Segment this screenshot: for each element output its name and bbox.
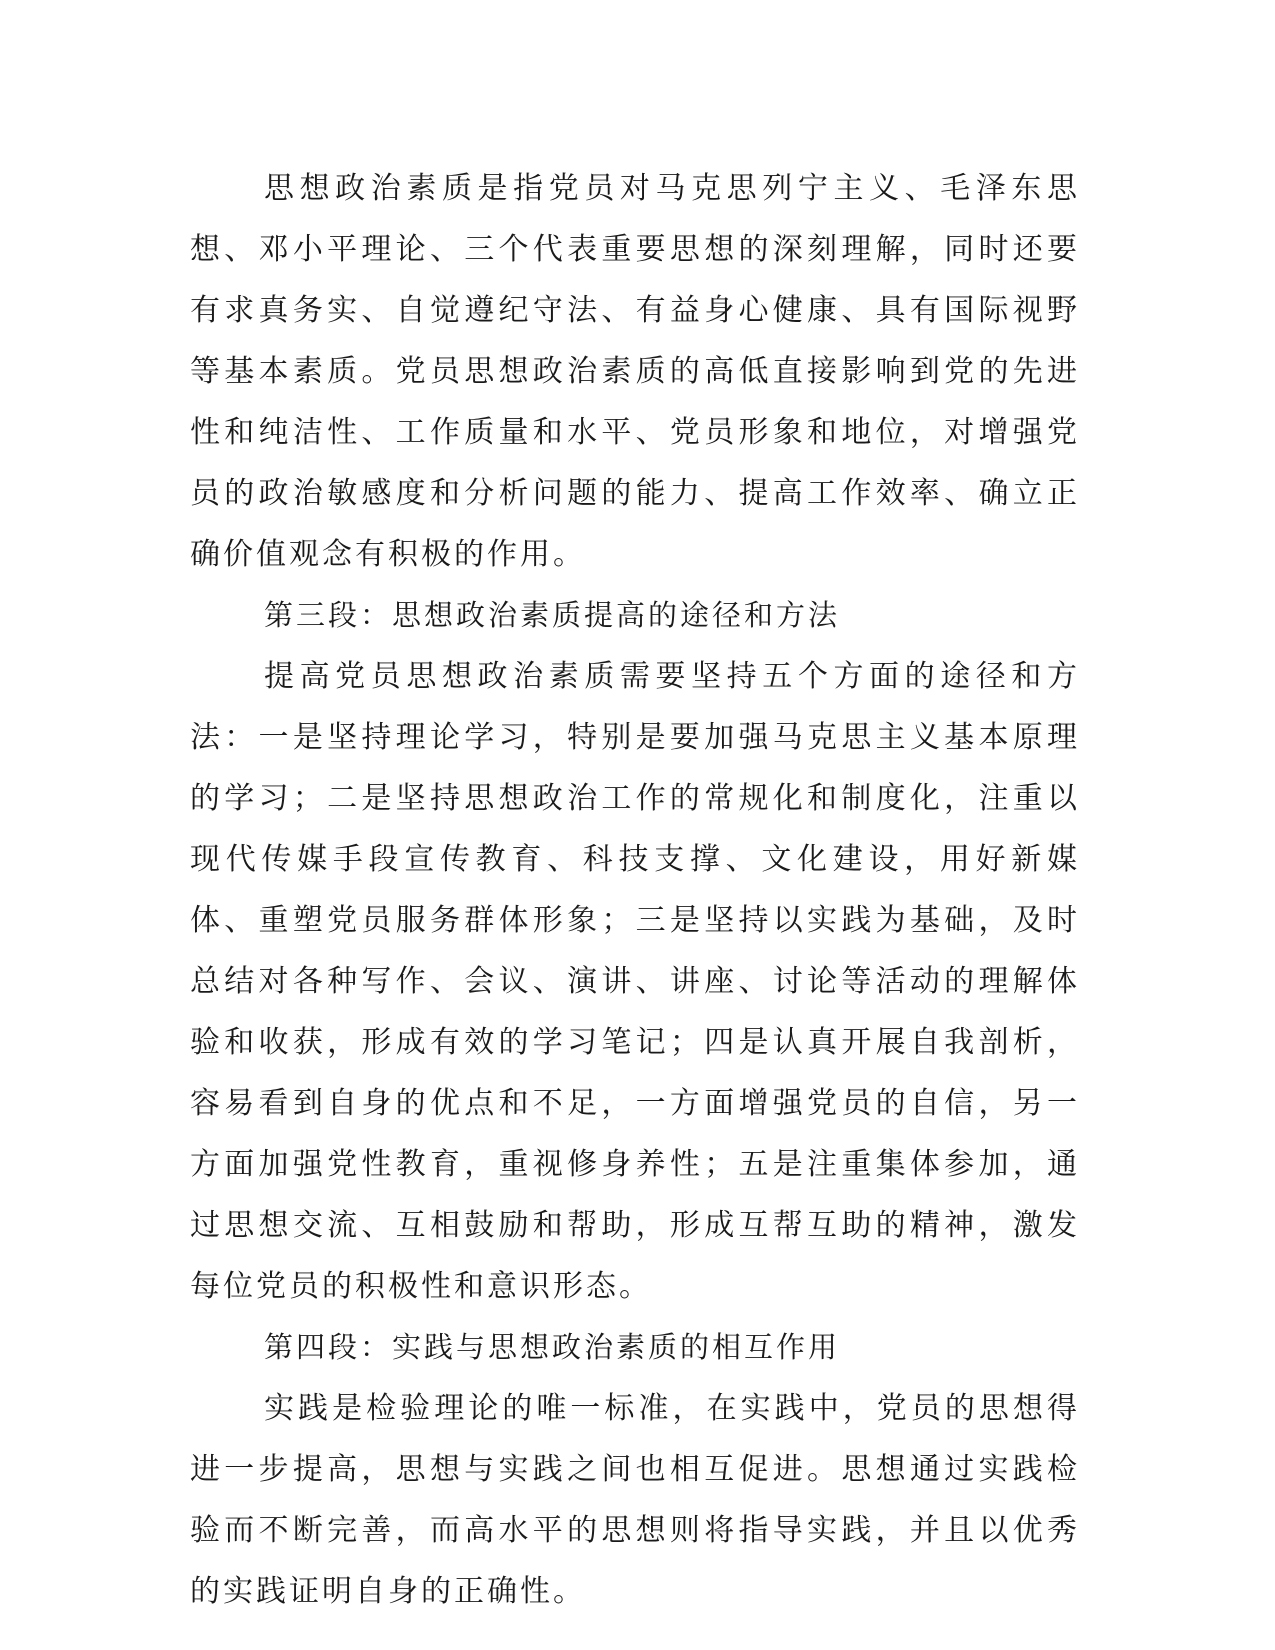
section-heading-4: 第四段：实践与思想政治素质的相互作用 — [264, 1330, 841, 1364]
paragraph-practice-interaction: 实践是检验理论的唯一标准，在实践中，党员的思想得进一步提高，思想与实践之间也相互促进。思想通过实践检验而不断完善，而高水平的思想则将指导实践，并且以优秀的实践证明自身的正确性。 — [190, 1391, 1080, 1609]
section-heading-3: 第三段：思想政治素质提高的途径和方法 — [264, 598, 841, 632]
document-body — [190, 158, 1080, 1622]
paragraph-political-quality-definition: 思想政治素质是指党员对马克思列宁主义、毛泽东思想、邓小平理论、三个代表重要思想的深刻理解，同时还要有求真务实、自觉遵纪守法、有益身心健康、具有国际视野等基本素质。党员思想政治素质的高低直接影响到党的先进性和纯洁性、工作质量和水平、党员形象和地位，对增强党员的政治敏感度和分析问题的能力、提高工作效率、确立正确价值观念有积极的作用。 — [190, 171, 1080, 572]
paragraph-improvement-methods: 提高党员思想政治素质需要坚持五个方面的途径和方法：一是坚持理论学习，特别是要加强马克思主义基本原理的学习；二是坚持思想政治工作的常规化和制度化，注重以现代传媒手段宣传教育、科技支撑、文化建设，用好新媒体、重塑党员服务群体形象；三是坚持以实践为基础，及时总结对各种写作、会议、演讲、讲座、讨论等活动的理解体验和收获，形成有效的学习笔记；四是认真开展自我剖析，容易看到自身的优点和不足，一方面增强党员的自信，另一方面加强党性教育，重视修身养性；五是注重集体参加，通过思想交流、互相鼓励和帮助，形成互帮互助的精神，激发每位党员的积极性和意识形态。 — [190, 659, 1080, 1304]
